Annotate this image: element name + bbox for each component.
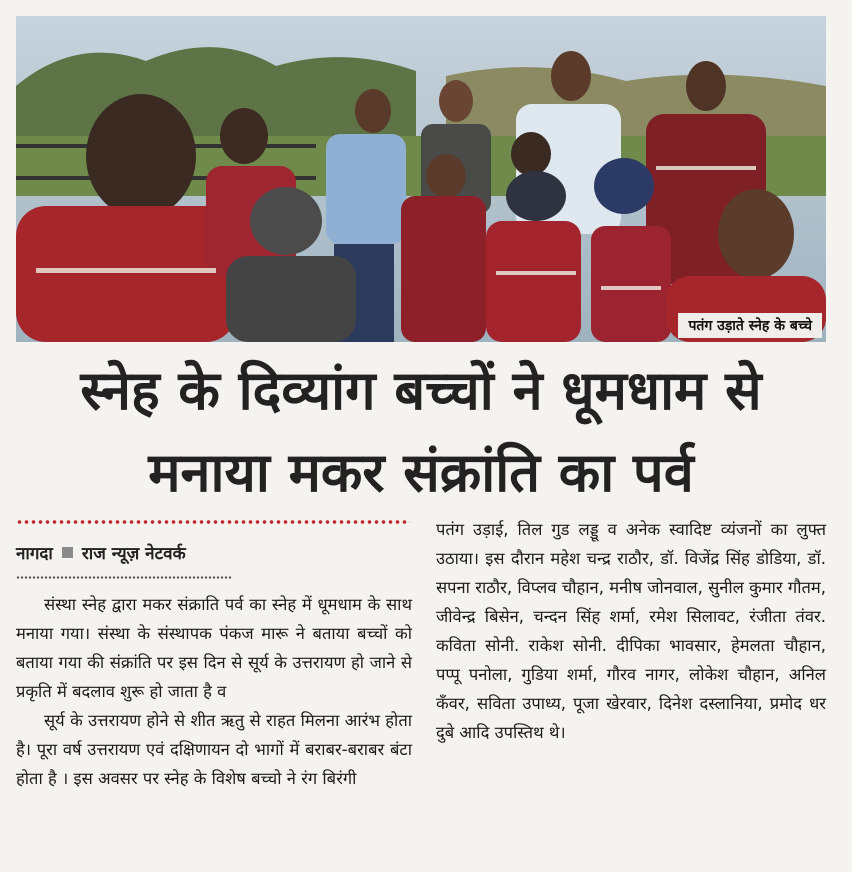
photo-caption: पतंग उड़ाते स्नेह के बच्चे [678,313,822,338]
dateline-place: नागदा [16,543,53,564]
headline [16,350,826,514]
headline-line-2: मनाया मकर संक्रांति का पर्व [148,441,694,504]
article-paragraph: संस्था स्नेह द्वारा मकर संक्राति पर्व का स्नेह में धूमधाम के साथ मनाया गया। संस्था के संस्थापक पंकज मारू ने बताया बच्चों को बताया गया की संक्रांति पर इस दिन से सूर्य के उत्तरायण हो जाने से प्रकृति में बदलाव शुरू हो जाता है व [16,595,412,701]
square-bullet-icon [62,547,73,558]
article-paragraph: सूर्य के उत्तरायण होने से शीत ऋतु से राहत मिलना आरंभ होता है। पूरा वर्ष उत्तरायण एवं दक्षिणायन दो भागों में बराबर-बराबर बंटा होता है । इस अवसर पर स्नेह के विशेष बच्चो ने रंग बिरंगी [16,711,412,788]
dateline-source: राज न्यूज़ नेटवर्क [81,543,186,564]
news-photo [16,16,826,342]
article-paragraph: पतंग उड़ाई, तिल गुड लड्डू व अनेक स्वादिष्ट व्यंजनों का लुफ्त उठाया। इस दौरान महेश चन्द्र राठौर, डॉ. विजेंद्र सिंह डोडिया, डॉ. सपना राठौर, विप्लव चौहान, मनीष जोनवाल, सुनील कुमार गौतम, जीवेन्द्र बिसेन, चन्दन सिंह शर्मा, रमेश सिलावट, रंजीता तंवर. कविता सोनी. राकेश सोनी. दीपिका भावसार, हेमलता चौहान, पप्पू पनोला, गुडिया शर्मा, गौरव नागर, लोकेश चौहान, अनिल कँवर, सविता उपाध्य, पूजा खेरवार, दिनेश दस्लानिया, प्रमोद धर दुबे आदि उपस्तिथ थे। [436,520,826,742]
headline-line-1: स्नेह के दिव्यांग बच्चों ने धूमधाम से [80,359,762,422]
dotted-rule [16,576,232,579]
article-column-right [436,515,826,747]
red-dotted-rule [16,520,410,524]
article-column-left [16,590,412,793]
dateline [16,538,186,566]
children-kite-photo [16,16,826,342]
